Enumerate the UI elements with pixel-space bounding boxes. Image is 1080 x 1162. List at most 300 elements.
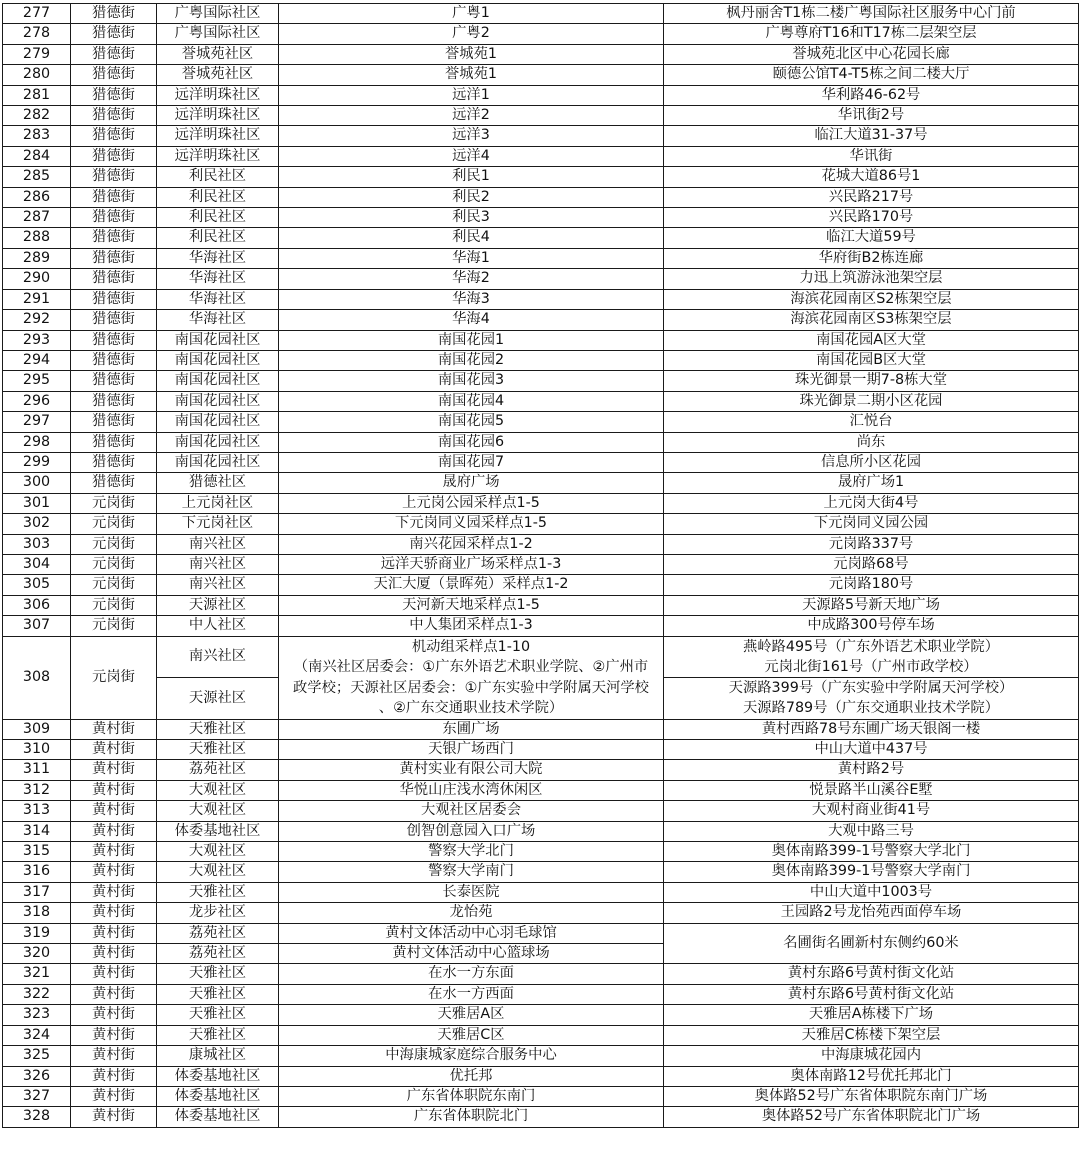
community-cell: 南兴社区 (157, 534, 279, 554)
table-row (3, 452, 1079, 472)
sampling-site-cell: 利民1 (279, 167, 664, 187)
row-number-cell: 308 (3, 636, 71, 719)
sampling-site-cell: 华海3 (279, 289, 664, 309)
address-cell: 上元岗大街4号 (664, 493, 1079, 513)
community-cell: 天源社区 (157, 595, 279, 615)
community-cell: 南兴社区 (157, 575, 279, 595)
table-row (3, 842, 1079, 862)
table-row (3, 575, 1079, 595)
address-cell: 汇悦台 (664, 412, 1079, 432)
table-row (3, 1086, 1079, 1106)
address-cell: 王园路2号龙怡苑西面停车场 (664, 903, 1079, 923)
sampling-site-cell: 利民4 (279, 228, 664, 248)
sampling-site-cell: 利民2 (279, 187, 664, 207)
row-number-cell: 292 (3, 310, 71, 330)
row-number-cell: 310 (3, 740, 71, 760)
row-number-cell: 328 (3, 1107, 71, 1127)
table-row (3, 534, 1079, 554)
community-cell: 天雅社区 (157, 1005, 279, 1025)
community-cell: 下元岗社区 (157, 514, 279, 534)
sampling-site-cell-line: 政学校；天源社区居委会：①广东实验中学附属天河学校 (293, 679, 649, 696)
address-cell: 奥体路52号广东省体职院东南门广场 (664, 1086, 1079, 1106)
row-number-cell: 313 (3, 801, 71, 821)
community-cell: 荔苑社区 (157, 944, 279, 964)
community-cell: 南兴社区 (157, 554, 279, 574)
sampling-site-cell: 黄村文体活动中心羽毛球馆 (279, 923, 664, 943)
sampling-site-cell: 警察大学南门 (279, 862, 664, 882)
address-cell: 天源路5号新天地广场 (664, 595, 1079, 615)
sampling-site-table-container (2, 3, 1079, 1128)
street-cell: 猎德街 (71, 330, 157, 350)
sampling-site-cell: 南国花园1 (279, 330, 664, 350)
row-number-cell: 288 (3, 228, 71, 248)
sampling-site-cell: 黄村实业有限公司大院 (279, 760, 664, 780)
table-row (3, 473, 1079, 493)
sampling-site-cell: 华悦山庄浅水湾休闲区 (279, 780, 664, 800)
sampling-site-cell: 天河新天地采样点1-5 (279, 595, 664, 615)
address-cell: 华讯街 (664, 146, 1079, 166)
community-cell: 南国花园社区 (157, 350, 279, 370)
community-cell: 上元岗社区 (157, 493, 279, 513)
community-cell: 利民社区 (157, 208, 279, 228)
street-cell: 猎德街 (71, 371, 157, 391)
street-cell: 猎德街 (71, 65, 157, 85)
sampling-site-cell: 龙怡苑 (279, 903, 664, 923)
street-cell: 猎德街 (71, 412, 157, 432)
street-cell: 黄村街 (71, 740, 157, 760)
address-cell: 黄村东路6号黄村街文化站 (664, 964, 1079, 984)
street-cell: 猎德街 (71, 228, 157, 248)
community-cell: 龙步社区 (157, 903, 279, 923)
street-cell: 黄村街 (71, 1066, 157, 1086)
row-number-cell: 291 (3, 289, 71, 309)
street-cell: 黄村街 (71, 1046, 157, 1066)
table-row (3, 350, 1079, 370)
street-cell: 猎德街 (71, 452, 157, 472)
row-number-cell: 287 (3, 208, 71, 228)
community-cell: 南国花园社区 (157, 432, 279, 452)
street-cell: 猎德街 (71, 187, 157, 207)
sampling-site-cell: 天雅居C区 (279, 1025, 664, 1045)
street-cell: 黄村街 (71, 944, 157, 964)
row-number-cell: 304 (3, 554, 71, 574)
row-number-cell: 297 (3, 412, 71, 432)
address-cell-line: 天源路399号（广东实验中学附属天河学校） (728, 680, 1014, 697)
community-cell: 天雅社区 (157, 1025, 279, 1045)
table-row (3, 289, 1079, 309)
community-cell: 南国花园社区 (157, 452, 279, 472)
street-cell: 元岗街 (71, 554, 157, 574)
table-row (3, 1046, 1079, 1066)
community-cell: 大观社区 (157, 780, 279, 800)
address-cell (664, 678, 1079, 720)
address-cell: 大观村商业街41号 (664, 801, 1079, 821)
address-cell: 海滨花园南区S2栋架空层 (664, 289, 1079, 309)
row-number-cell: 296 (3, 391, 71, 411)
table-row (3, 208, 1079, 228)
street-cell: 猎德街 (71, 24, 157, 44)
table-row (3, 432, 1079, 452)
community-cell: 南兴社区 (157, 636, 279, 678)
sampling-site-cell: 远洋天骄商业广场采样点1-3 (279, 554, 664, 574)
sampling-site-cell: 广粤2 (279, 24, 664, 44)
address-cell: 中山大道中437号 (664, 740, 1079, 760)
community-cell: 体委基地社区 (157, 1086, 279, 1106)
address-cell: 中海康城花园内 (664, 1046, 1079, 1066)
row-number-cell: 283 (3, 126, 71, 146)
row-number-cell: 306 (3, 595, 71, 615)
sampling-site-cell: 在水一方东面 (279, 964, 664, 984)
address-cell: 珠光御景一期7-8栋大堂 (664, 371, 1079, 391)
sampling-site-cell: 华海1 (279, 248, 664, 268)
row-number-cell: 282 (3, 106, 71, 126)
sampling-site-cell: 中海康城家庭综合服务中心 (279, 1046, 664, 1066)
sampling-site-cell: 天银广场西门 (279, 740, 664, 760)
street-cell: 黄村街 (71, 862, 157, 882)
table-row (3, 616, 1079, 636)
table-row (3, 862, 1079, 882)
address-cell: 奥体路52号广东省体职院北门广场 (664, 1107, 1079, 1127)
address-cell: 元岗路68号 (664, 554, 1079, 574)
sampling-site-cell: 华海4 (279, 310, 664, 330)
row-number-cell: 322 (3, 984, 71, 1004)
address-cell: 临江大道59号 (664, 228, 1079, 248)
sampling-site-cell: 黄村文体活动中心篮球场 (279, 944, 664, 964)
row-number-cell: 299 (3, 452, 71, 472)
address-cell: 广粤尊府T16和T17栋二层架空层 (664, 24, 1079, 44)
community-cell: 体委基地社区 (157, 821, 279, 841)
sampling-site-cell-line: （南兴社区居委会：①广东外语艺术职业学院、②广州市 (293, 659, 649, 676)
row-number-cell: 289 (3, 248, 71, 268)
table-row (3, 514, 1079, 534)
sampling-site-cell: 晟府广场 (279, 473, 664, 493)
table-row (3, 1025, 1079, 1045)
table-row (3, 984, 1079, 1004)
table-row (3, 330, 1079, 350)
address-cell: 悦景路半山溪谷E墅 (664, 780, 1079, 800)
table-row (3, 371, 1079, 391)
community-cell: 华海社区 (157, 269, 279, 289)
street-cell: 猎德街 (71, 473, 157, 493)
street-cell: 猎德街 (71, 432, 157, 452)
street-cell: 猎德街 (71, 269, 157, 289)
address-cell: 南国花园B区大堂 (664, 350, 1079, 370)
row-number-cell: 301 (3, 493, 71, 513)
community-cell: 大观社区 (157, 862, 279, 882)
table-row (3, 106, 1079, 126)
table-row (3, 228, 1079, 248)
street-cell: 黄村街 (71, 882, 157, 902)
community-cell: 荔苑社区 (157, 760, 279, 780)
community-cell: 南国花园社区 (157, 330, 279, 350)
row-number-cell: 286 (3, 187, 71, 207)
street-cell: 猎德街 (71, 106, 157, 126)
community-cell: 远洋明珠社区 (157, 146, 279, 166)
row-number-cell: 284 (3, 146, 71, 166)
address-cell: 晟府广场1 (664, 473, 1079, 493)
row-number-cell: 278 (3, 24, 71, 44)
street-cell: 猎德街 (71, 126, 157, 146)
table-body (3, 4, 1079, 1128)
street-cell: 猎德街 (71, 146, 157, 166)
table-row (3, 760, 1079, 780)
address-cell: 中山大道中1003号 (664, 882, 1079, 902)
row-number-cell: 290 (3, 269, 71, 289)
address-cell: 华讯街2号 (664, 106, 1079, 126)
sampling-site-cell: 广粤1 (279, 4, 664, 24)
street-cell: 猎德街 (71, 44, 157, 64)
row-number-cell: 280 (3, 65, 71, 85)
table-row (3, 903, 1079, 923)
row-number-cell: 294 (3, 350, 71, 370)
row-number-cell: 321 (3, 964, 71, 984)
address-cell: 名圃街名圃新村东侧约60米 (664, 923, 1079, 964)
table-row (3, 595, 1079, 615)
community-cell: 大观社区 (157, 842, 279, 862)
street-cell: 黄村街 (71, 821, 157, 841)
table-row (3, 780, 1079, 800)
sampling-site-cell: 广东省体职院北门 (279, 1107, 664, 1127)
address-cell: 天雅居C栋楼下架空层 (664, 1025, 1079, 1045)
address-cell (664, 636, 1079, 678)
address-cell: 天雅居A栋楼下广场 (664, 1005, 1079, 1025)
street-cell: 猎德街 (71, 350, 157, 370)
row-number-cell: 279 (3, 44, 71, 64)
row-number-cell: 293 (3, 330, 71, 350)
street-cell: 猎德街 (71, 289, 157, 309)
sampling-site-cell: 南国花园3 (279, 371, 664, 391)
sampling-site-cell: 远洋2 (279, 106, 664, 126)
address-cell: 奥体南路399-1号警察大学北门 (664, 842, 1079, 862)
table-row (3, 493, 1079, 513)
address-cell: 南国花园A区大堂 (664, 330, 1079, 350)
row-number-cell: 319 (3, 923, 71, 943)
street-cell: 元岗街 (71, 493, 157, 513)
community-cell: 利民社区 (157, 228, 279, 248)
row-number-cell: 303 (3, 534, 71, 554)
address-cell: 枫丹丽舍T1栋二楼广粤国际社区服务中心门前 (664, 4, 1079, 24)
sampling-site-cell: 上元岗公园采样点1-5 (279, 493, 664, 513)
street-cell: 黄村街 (71, 1107, 157, 1127)
street-cell: 元岗街 (71, 636, 157, 719)
address-cell-line: 天源路789号（广东交通职业技术学院） (742, 700, 1000, 717)
community-cell: 天源社区 (157, 678, 279, 720)
row-number-cell: 277 (3, 4, 71, 24)
community-cell: 利民社区 (157, 167, 279, 187)
row-number-cell: 314 (3, 821, 71, 841)
sampling-site-cell: 远洋4 (279, 146, 664, 166)
sampling-site-cell: 广东省体职院东南门 (279, 1086, 664, 1106)
sampling-site-cell: 南国花园2 (279, 350, 664, 370)
address-cell: 奥体南路399-1号警察大学南门 (664, 862, 1079, 882)
address-cell: 黄村路2号 (664, 760, 1079, 780)
address-cell: 奥体南路12号优托邦北门 (664, 1066, 1079, 1086)
street-cell: 黄村街 (71, 1005, 157, 1025)
community-cell: 天雅社区 (157, 964, 279, 984)
sampling-site-cell: 优托邦 (279, 1066, 664, 1086)
street-cell: 黄村街 (71, 780, 157, 800)
sampling-site-cell: 远洋3 (279, 126, 664, 146)
street-cell: 黄村街 (71, 1086, 157, 1106)
row-number-cell: 311 (3, 760, 71, 780)
table-row (3, 882, 1079, 902)
street-cell: 猎德街 (71, 167, 157, 187)
street-cell: 元岗街 (71, 534, 157, 554)
row-number-cell: 325 (3, 1046, 71, 1066)
row-number-cell: 312 (3, 780, 71, 800)
community-cell: 南国花园社区 (157, 391, 279, 411)
community-cell: 中人社区 (157, 616, 279, 636)
table-row (3, 801, 1079, 821)
street-cell: 黄村街 (71, 801, 157, 821)
table-row (3, 310, 1079, 330)
row-number-cell: 285 (3, 167, 71, 187)
sampling-site-cell: 天汇大厦（景晖苑）采样点1-2 (279, 575, 664, 595)
table-row (3, 719, 1079, 739)
table-row (3, 964, 1079, 984)
sampling-site-cell (279, 636, 664, 719)
sampling-site-table (2, 3, 1079, 1128)
row-number-cell: 326 (3, 1066, 71, 1086)
table-row (3, 65, 1079, 85)
table-row (3, 24, 1079, 44)
street-cell: 黄村街 (71, 842, 157, 862)
community-cell: 华海社区 (157, 289, 279, 309)
table-row (3, 187, 1079, 207)
community-cell: 远洋明珠社区 (157, 126, 279, 146)
street-cell: 猎德街 (71, 391, 157, 411)
community-cell: 华海社区 (157, 310, 279, 330)
address-cell: 临江大道31-37号 (664, 126, 1079, 146)
street-cell: 元岗街 (71, 514, 157, 534)
street-cell: 黄村街 (71, 984, 157, 1004)
sampling-site-cell: 创智创意园入口广场 (279, 821, 664, 841)
row-number-cell: 320 (3, 944, 71, 964)
sampling-site-cell: 南兴花园采样点1-2 (279, 534, 664, 554)
sampling-site-cell: 天雅居A区 (279, 1005, 664, 1025)
row-number-cell: 316 (3, 862, 71, 882)
sampling-site-cell: 在水一方西面 (279, 984, 664, 1004)
community-cell: 南国花园社区 (157, 371, 279, 391)
sampling-site-cell: 长泰医院 (279, 882, 664, 902)
sampling-site-cell: 南国花园6 (279, 432, 664, 452)
community-cell: 天雅社区 (157, 984, 279, 1004)
table-row (3, 412, 1079, 432)
table-row (3, 923, 1079, 943)
address-cell: 力迅上筑游泳池架空层 (664, 269, 1079, 289)
street-cell: 元岗街 (71, 575, 157, 595)
row-number-cell: 323 (3, 1005, 71, 1025)
street-cell: 黄村街 (71, 719, 157, 739)
community-cell: 广粤国际社区 (157, 4, 279, 24)
sampling-site-cell: 东圃广场 (279, 719, 664, 739)
table-row (3, 4, 1079, 24)
row-number-cell: 317 (3, 882, 71, 902)
address-cell-line: 燕岭路495号（广东外语艺术职业学院） (742, 638, 1000, 655)
community-cell: 猎德社区 (157, 473, 279, 493)
street-cell: 黄村街 (71, 964, 157, 984)
street-cell: 黄村街 (71, 760, 157, 780)
address-cell-line: 元岗北街161号（广州市政学校） (764, 658, 978, 675)
community-cell: 康城社区 (157, 1046, 279, 1066)
table-row (3, 248, 1079, 268)
community-cell: 荔苑社区 (157, 923, 279, 943)
address-cell: 尚东 (664, 432, 1079, 452)
address-cell: 兴民路217号 (664, 187, 1079, 207)
table-row (3, 821, 1079, 841)
address-cell: 华府街B2栋连廊 (664, 248, 1079, 268)
community-cell: 远洋明珠社区 (157, 106, 279, 126)
address-cell: 黄村西路78号东圃广场天银阁一楼 (664, 719, 1079, 739)
sampling-site-cell: 华海2 (279, 269, 664, 289)
table-row (3, 126, 1079, 146)
sampling-site-cell: 南国花园5 (279, 412, 664, 432)
table-row (3, 167, 1079, 187)
table-row (3, 554, 1079, 574)
community-cell: 誉城苑社区 (157, 44, 279, 64)
sampling-site-cell: 誉城苑1 (279, 44, 664, 64)
address-cell: 花城大道86号1 (664, 167, 1079, 187)
street-cell: 猎德街 (71, 248, 157, 268)
sampling-site-cell: 下元岗同义园采样点1-5 (279, 514, 664, 534)
address-cell: 下元岗同义园公园 (664, 514, 1079, 534)
table-row (3, 269, 1079, 289)
row-number-cell: 281 (3, 85, 71, 105)
street-cell: 猎德街 (71, 85, 157, 105)
sampling-site-cell-line: 机动组采样点1-10 (411, 639, 531, 656)
sampling-site-cell: 中人集团采样点1-3 (279, 616, 664, 636)
community-cell: 大观社区 (157, 801, 279, 821)
street-cell: 元岗街 (71, 616, 157, 636)
row-number-cell: 309 (3, 719, 71, 739)
table-row (3, 146, 1079, 166)
table-row (3, 636, 1079, 678)
community-cell: 天雅社区 (157, 882, 279, 902)
community-cell: 天雅社区 (157, 740, 279, 760)
row-number-cell: 307 (3, 616, 71, 636)
address-cell: 元岗路337号 (664, 534, 1079, 554)
row-number-cell: 305 (3, 575, 71, 595)
sampling-site-cell: 大观社区居委会 (279, 801, 664, 821)
address-cell: 兴民路170号 (664, 208, 1079, 228)
street-cell: 元岗街 (71, 595, 157, 615)
table-row (3, 1005, 1079, 1025)
street-cell: 黄村街 (71, 923, 157, 943)
sampling-site-cell-line: 、②广东交通职业技术学院） (378, 699, 564, 716)
address-cell: 大观中路三号 (664, 821, 1079, 841)
address-cell: 海滨花园南区S3栋架空层 (664, 310, 1079, 330)
address-cell: 颐德公馆T4-T5栋之间二楼大厅 (664, 65, 1079, 85)
street-cell: 猎德街 (71, 4, 157, 24)
table-row (3, 85, 1079, 105)
community-cell: 誉城苑社区 (157, 65, 279, 85)
community-cell: 华海社区 (157, 248, 279, 268)
address-cell: 中成路300号停车场 (664, 616, 1079, 636)
row-number-cell: 302 (3, 514, 71, 534)
sampling-site-cell: 南国花园4 (279, 391, 664, 411)
community-cell: 体委基地社区 (157, 1066, 279, 1086)
row-number-cell: 324 (3, 1025, 71, 1045)
street-cell: 猎德街 (71, 310, 157, 330)
community-cell: 远洋明珠社区 (157, 85, 279, 105)
community-cell: 广粤国际社区 (157, 24, 279, 44)
row-number-cell: 295 (3, 371, 71, 391)
community-cell: 体委基地社区 (157, 1107, 279, 1127)
table-row (3, 740, 1079, 760)
row-number-cell: 318 (3, 903, 71, 923)
sampling-site-cell: 警察大学北门 (279, 842, 664, 862)
table-row (3, 391, 1079, 411)
